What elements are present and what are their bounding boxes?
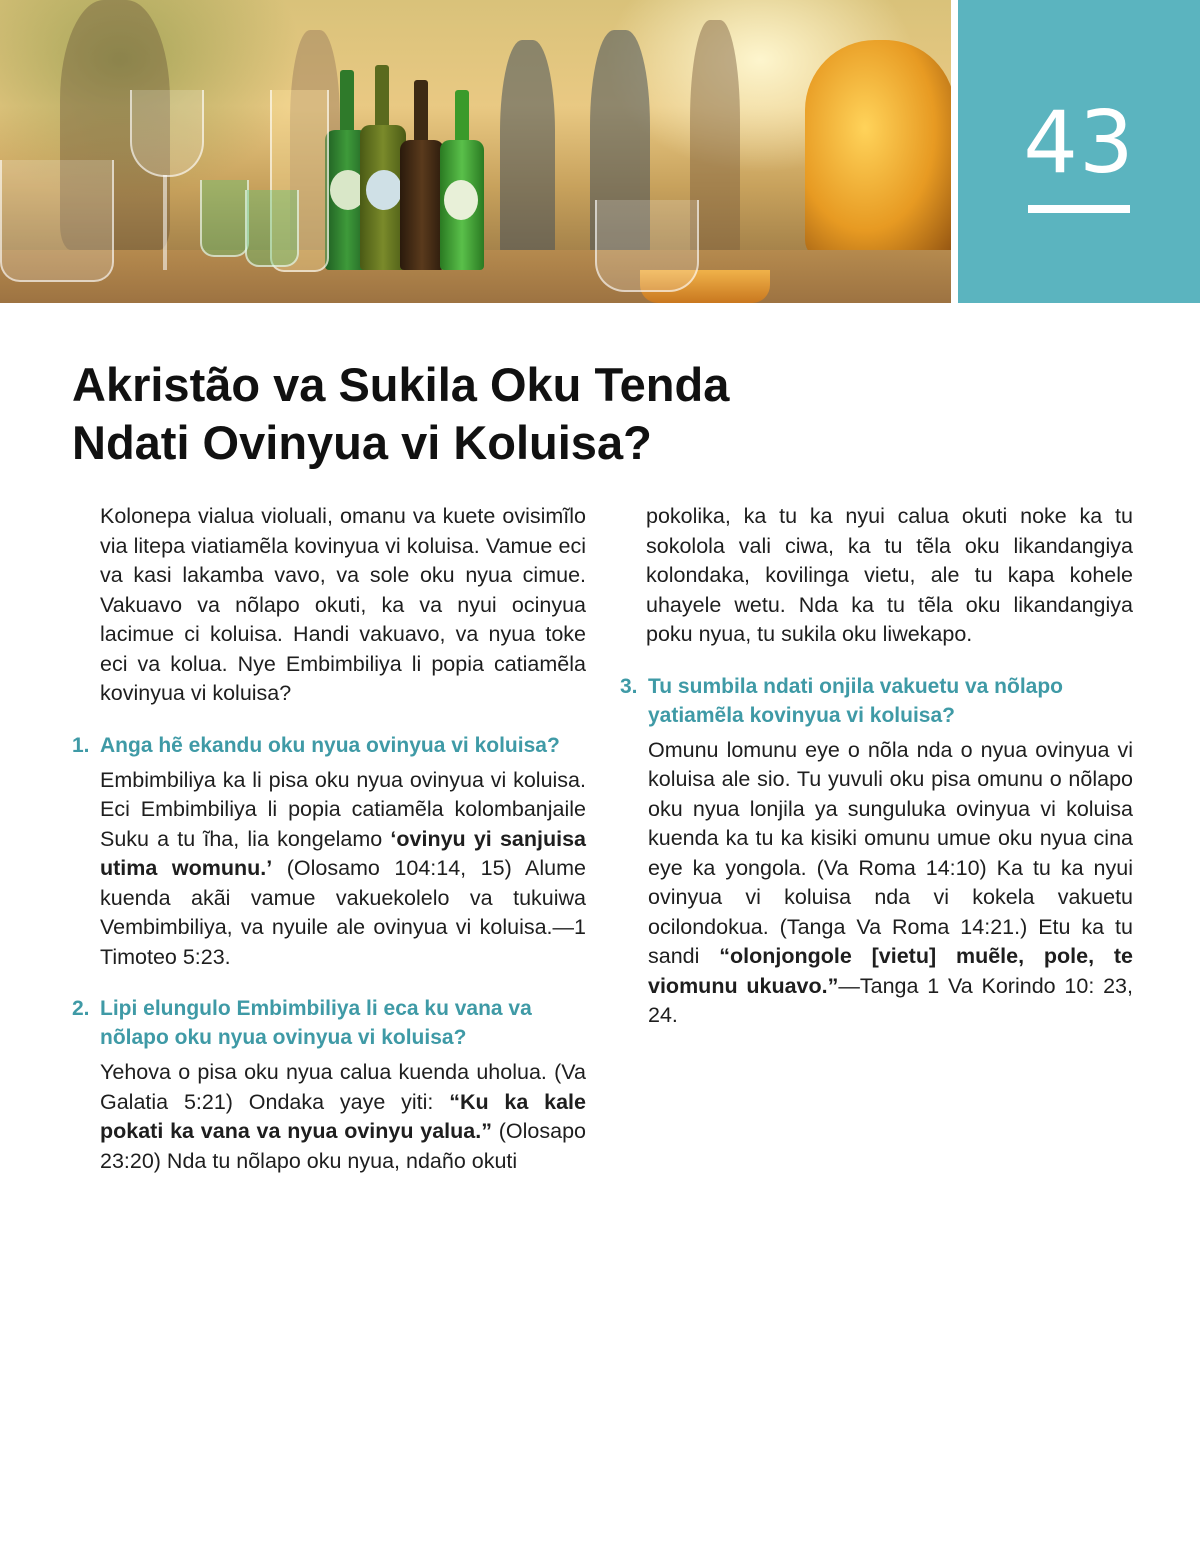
header-photo xyxy=(0,0,951,303)
chapter-panel xyxy=(958,0,1200,303)
left-column xyxy=(72,502,586,1176)
right-column xyxy=(620,502,1133,1031)
answer-text: Embimbiliya ka li pisa oku nyua ovinyua vi koluisa. Eci Embimbiliya li popia catiamẽla kolombanjaile Suku a tu ĩha, lia kongelamo xyxy=(100,767,586,851)
answer-quote: “olonjongole [vietu] muẽle, pole, te viomunu ukuavo.” xyxy=(648,944,1133,998)
intro-paragraph: Kolonepa vialua violuali, omanu va kuete ovisimĩlo via litepa viatiamẽla kovinyua vi koluisa. Vamue eci va kasi lakamba vavo, va sole oku nyua cimue. Vakuavo va nõlapo okuti, ka va nyui ocinyua lacimue ci koluisa. Handi vakuavo, va nyua toke eci va kolua. Nye Embimbiliya li popia catiamẽla kovinyua vi koluisa? xyxy=(100,504,586,705)
answer-reference: (Olosapo 23:20) Nda tu nõlapo oku nyua, ndaño okuti xyxy=(100,1119,586,1173)
answer-2 xyxy=(100,1058,586,1176)
question-number: 2. xyxy=(72,997,90,1020)
question-number: 1. xyxy=(72,733,90,757)
answer-3 xyxy=(648,736,1133,1031)
answer-quote: “Ku ka kale pokati ka vana va nyua ovinyu yalua.” xyxy=(100,1089,586,1143)
answer-reference: (Olosamo 104:14, 15) Alume kuenda akãi vamue vakuekolelo va tukuiwa Vembimbiliya, va nyuile ale ovinyua vi koluisa.—1 Timoteo 5:23. xyxy=(100,856,586,969)
answer-text: Omunu lomunu eye o nõla nda o nyua ovinyua vi koluisa ale sio. Tu yuvuli oku pisa omunu o nõlapo oku nyua lonjila ya sunguluka ovinyua vi koluisa kuenda ka tu ka kisiki omunu umue oku nyua cina eye ka yongola. (Va Roma 14:10) Ka tu ka nyui ovinyua vi koluisa nda vi kokela vakuetu ocilondokua. (Tanga Va Roma 14:21.) Etu ka tu sandi xyxy=(648,737,1133,968)
question-2 xyxy=(72,994,586,1052)
page-title xyxy=(72,356,892,472)
answer-text: Yehova o pisa oku nyua calua kuenda uholua. (Va Galatia 5:21) Ondaka yaye yiti: xyxy=(100,1060,586,1114)
title-line-1: Akristão va Sukila Oku Tenda xyxy=(72,358,730,411)
answer-2-continued: pokolika, ka tu ka nyui calua okuti noke ka tu sokolola vali ciwa, ka tu tẽla oku likandangiya kolondaka, kovilinga vietu, ale tu kapa kohele uhayele wetu. Nda ka tu tẽla oku likandangiya poku nyua, tu sukila oku liwekapo. xyxy=(646,504,1133,646)
question-number: 3. xyxy=(620,674,638,698)
chapter-number: 43 xyxy=(1023,93,1135,193)
question-text: Lipi elungulo Embimbiliya li eca ku vana va nõlapo oku nyua ovinyua vi koluisa? xyxy=(100,997,532,1049)
answer-reference: —Tanga 1 Va Korindo 10: 23, 24. xyxy=(648,973,1133,1027)
question-text: Anga hẽ ekandu oku nyua ovinyua vi koluisa? xyxy=(100,733,560,757)
question-text: Tu sumbila ndati onjila vakuetu va nõlapo yatiamẽla kovinyua vi koluisa? xyxy=(648,674,1064,727)
question-1 xyxy=(72,731,586,760)
title-line-2: Ndati Ovinyua vi Koluisa? xyxy=(72,416,652,469)
answer-quote: ‘ovinyu yi sanjuisa utima womunu.’ xyxy=(100,826,586,880)
question-3 xyxy=(620,672,1133,730)
chapter-rule xyxy=(1028,205,1130,213)
answer-1 xyxy=(100,766,586,973)
